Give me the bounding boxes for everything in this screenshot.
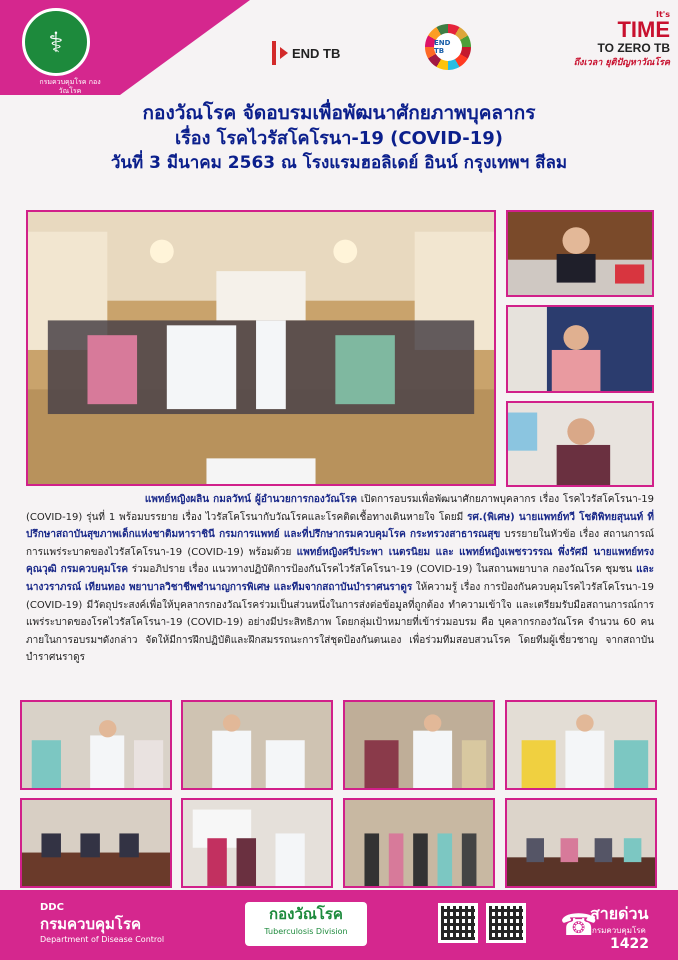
time-to-zero-tb-logo: It's TIME TO ZERO TB ถึงเวลา ยุติปัญหาวัณโรค — [573, 10, 670, 68]
body-bold-3: แพทย์หญิงศรีประพา เนตรนิยม และ แพทย์หญิงเพชรวรรณ พึ่งรัศมี นายแพทย์ทรงคุณวุฒิ กรมควบคุมโรค — [26, 546, 654, 576]
training-photo-1 — [20, 700, 172, 790]
training-photo-4 — [505, 700, 657, 790]
end-tb-logo — [272, 38, 340, 68]
sdg-end-tb-logo: END TB — [425, 24, 471, 70]
moph-logo — [22, 8, 90, 76]
end-tb-text: END TB — [292, 45, 341, 61]
speaker-photo-3 — [506, 401, 654, 487]
speaker-photo-1 — [506, 210, 654, 297]
body-text-2: บรรยายในหัวข้อ เรื่อง สถานการณ์การแพร่ระบาดของไวรัสโคโรนา-19 (COVID-19) พร้อมด้วย — [26, 529, 654, 558]
body-text-4: ให้ความรู้ เรื่อง การป้องกันควบคุมโรคไวรัสโคโรนา-19 (COVID-19) มีวัตถุประสงค์เพื่อให้บุคลากรกองวัณโรคร่วมเป็นส่วนหนึ่งในการส่งต่อข้อมูลที่ถูกต้อง ทำความเข้าใจ และเตรียมรับมือสถานการณ์การแพร่ระบาดของโรคไวรัสโคโรนา-19 (COVID-19) อย่างมีประสิทธิภาพ โดยกลุ่มเป้าหมายที่เข้าร่วมอบรม คือ บุคลากรกองวัณโรค จำนวน 60 คนภายในการอบรมฯดังกล่าว จัดให้มีการฝึกปฏิบัติและฝึกสมรรถนะการใส่ชุดป้องกันตนเอง เพื่อร่วมทีมสอบสวนโรค โดยทีมผู้เชี่ยวชาญ จากสถาบันบำราศนราดูร — [26, 581, 655, 664]
body-bold-2: รศ.(พิเศษ) นายแพทย์ทวี โชติพิทยสุนนท์ ที่ปรึกษาสถาบันสุขภาพเด็กแห่งชาติมหาราชินี กรมการแพทย์ และที่ปรึกษากรมควบคุมโรค กระทรวงสาธารณสุข — [26, 511, 655, 541]
speaker-photo-2 — [506, 305, 654, 393]
body-bold-4: และนางวราภรณ์ เทียนทอง พยาบาลวิชาชีพชำนาญการพิเศษ และทีมจากสถาบันบำราศนราดูร — [26, 564, 655, 593]
qr-code-2[interactable] — [486, 903, 526, 943]
training-photo-6 — [181, 798, 333, 888]
qr-code-1[interactable] — [438, 903, 478, 943]
moph-caption: กรมควบคุมโรค กองวัณโรค — [39, 78, 101, 95]
group-photo — [26, 210, 496, 486]
ddc-logo: DDC กรมควบคุมโรค Department of Disease Control — [40, 902, 165, 944]
training-photo-8 — [505, 798, 657, 888]
training-photo-5 — [20, 798, 172, 888]
body-bold-1: แพทย์หญิงผลิน กมลวัทน์ ผู้อำนวยการกองวัณโรค — [144, 494, 358, 505]
training-photo-3 — [343, 700, 495, 790]
training-photo-2 — [181, 700, 333, 790]
phone-icon: ☎ — [560, 908, 598, 943]
training-photo-7 — [343, 798, 495, 888]
footer-bar: DDC กรมควบคุมโรค Department of Disease Control กองวัณโรค Tuberculosis Division ☎ สายด่วน กรมควบคุมโรค 1422 — [0, 890, 678, 960]
tb-division-logo: กองวัณโรค Tuberculosis Division — [245, 902, 367, 946]
caduceus-icon: ⚕ — [48, 25, 64, 59]
article-body — [26, 491, 654, 667]
body-text-3: ร่วมอภิปราย เรื่อง แนวทางปฏิบัติการป้องกันโรคไวรัสโคโรนา-19 (COVID-19) ในสถานพยาบาล กองวัณโรค ชุมชน — [128, 564, 637, 576]
title-line-2: เรื่อง โรคไวรัสโคโรนา-19 (COVID-19) — [174, 128, 504, 149]
title-line-1: กองวัณโรค จัดอบรมเพื่อพัฒนาศักยภาพบุคลากร — [142, 102, 536, 124]
title-line-3: วันที่ 3 มีนาคม 2563 ณ โรงแรมฮอลิเดย์ อินน์ กรุงเทพฯ สีลม — [110, 153, 568, 173]
page-title — [0, 100, 678, 175]
body-text-1: เปิดการอบรมเพื่อพัฒนาศักยภาพบุคลากร เรื่อง โรคไวรัสโคโรนา-19 (COVID-19) รุ่นที่ 1 พร้อมบรรยาย เรื่อง ไวรัสโคโรนากับวัณโรคและโรคติดเชื้อทางเดินหายใจ โดยมี — [26, 494, 655, 523]
